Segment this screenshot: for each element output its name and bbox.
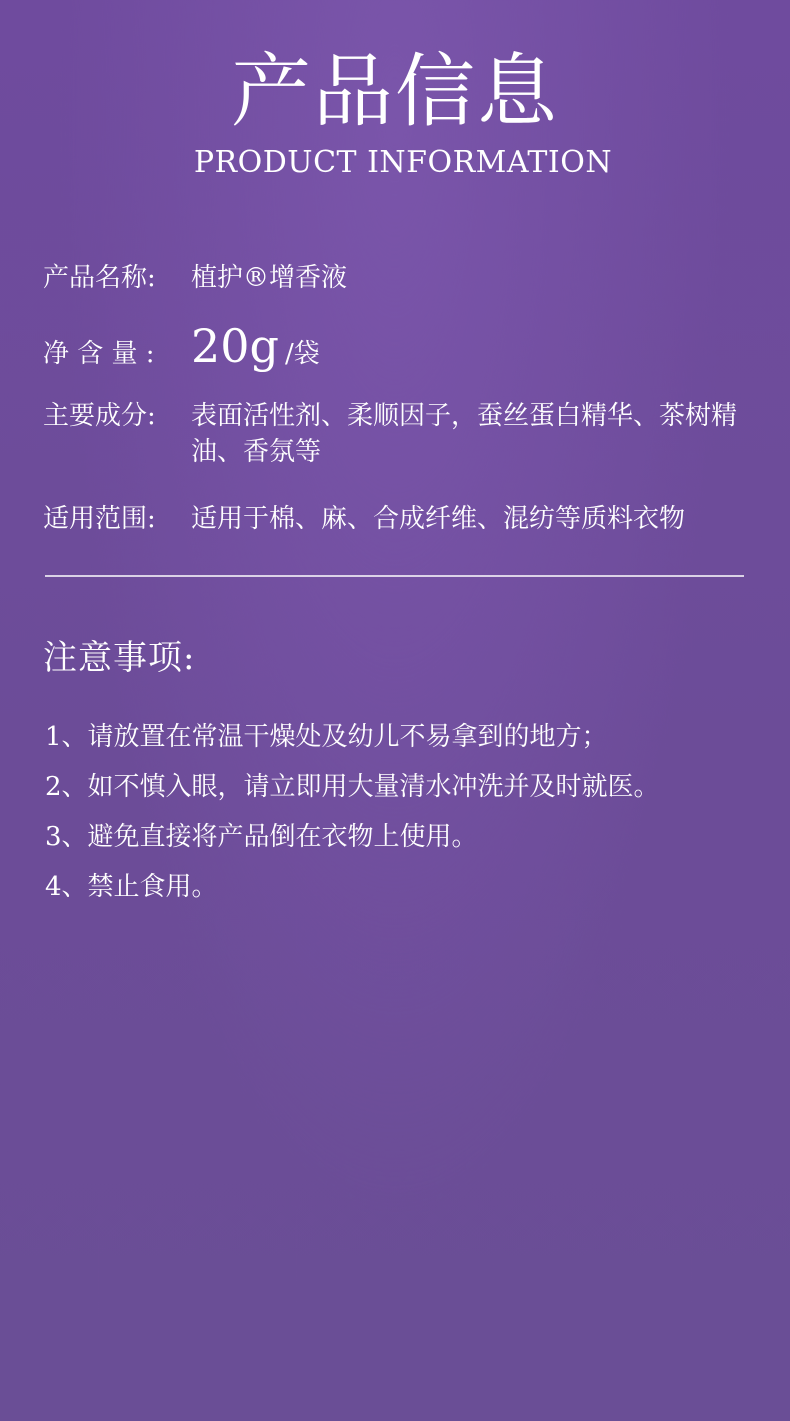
net-content-unit: /袋 xyxy=(284,339,320,369)
info-row-ingredients xyxy=(43,398,743,470)
notice-item: 4、禁止食用。 xyxy=(45,872,218,902)
section-divider xyxy=(45,575,744,577)
page-subtitle: PRODUCT INFORMATION xyxy=(193,145,613,180)
net-content-value xyxy=(191,318,743,374)
ingredients-label: 主要成分: xyxy=(43,401,156,431)
net-content-amount: 20g xyxy=(191,319,279,373)
info-row-product-name xyxy=(43,260,743,296)
scope-label: 适用范围: xyxy=(43,504,156,534)
ingredients-value: 表面活性剂、柔顺因子，蚕丝蛋白精华、茶树精油、香氛等 xyxy=(191,401,738,467)
scope-value: 适用于棉、麻、合成纤维、混纺等质料衣物 xyxy=(191,504,686,534)
notice-item: 1、请放置在常温干燥处及幼儿不易拿到的地方； xyxy=(45,722,608,752)
info-row-net-content xyxy=(43,318,743,374)
notice-title: 注意事项: xyxy=(43,638,196,678)
info-row-scope xyxy=(43,501,743,537)
notice-item: 2、如不慎入眼，请立即用大量清水冲洗并及时就医。 xyxy=(45,772,660,802)
product-name-value: 植护®增香液 xyxy=(191,263,348,293)
notice-list xyxy=(45,712,765,912)
notice-item: 3、避免直接将产品倒在衣物上使用。 xyxy=(45,822,478,852)
net-content-label: 净 含 量 : xyxy=(43,339,155,369)
page-title: 产品信息 xyxy=(231,45,559,138)
product-name-label: 产品名称: xyxy=(43,263,156,293)
